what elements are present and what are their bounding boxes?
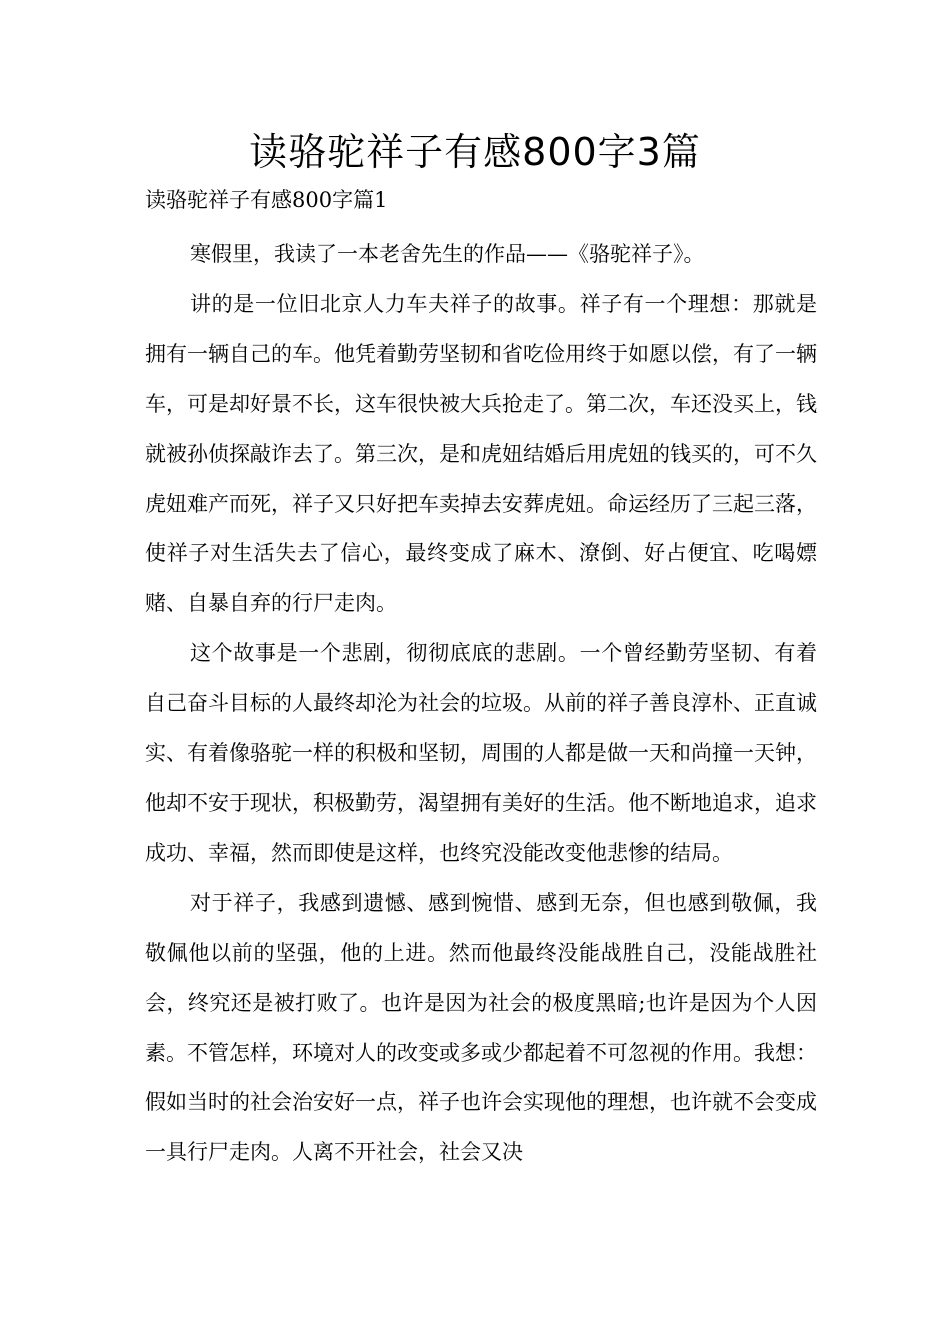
document-title: 读骆驼祥子有感800字3篇 — [249, 130, 701, 174]
paragraph-3: 这个故事是一个悲剧，彻彻底底的悲剧。一个曾经勤劳坚韧、有着自己奋斗目标的人最终却沦为社会的垃圾。从前的祥子善良淳朴、正直诚实、有着像骆驼一样的积极和坚韧，周围的人都是做一天和尚撞一天钟，他却不安于现状，积极勤劳，渴望拥有美好的生活。他不断地追求，追求成功、幸福，然而即使是这样，也终究没能改变他悲惨的结局。 — [145, 641, 817, 865]
paragraph-4: 对于祥子，我感到遗憾、感到惋惜、感到无奈，但也感到敬佩，我敬佩他以前的坚强，他的上进。然而他最终没能战胜自己，没能战胜社会，终究还是被打败了。也许是因为社会的极度黑暗;也许是因为个人因素。不管怎样，环境对人的改变或多或少都起着不可忽视的作用。我想：假如当时的社会治安好一点，祥子也许会实现他的理想，也许就不会变成一具行尸走肉。人离不开社会，社会又决 — [145, 890, 817, 1165]
paragraph-1: 寒假里，我读了一本老舍先生的作品——《骆驼祥子》。 — [190, 242, 705, 266]
paragraph-2: 讲的是一位旧北京人力车夫祥子的故事。祥子有一个理想：那就是拥有一辆自己的车。他凭着勤劳坚韧和省吃俭用终于如愿以偿，有了一辆车，可是却好景不长，这车很快被大兵抢走了。第二次，车还没买上，钱就被孙侦探敲诈去了。第三次，是和虎妞结婚后用虎妞的钱买的，可不久虎妞难产而死，祥子又只好把车卖掉去安葬虎妞。命运经历了三起三落，使祥子对生活失去了信心，最终变成了麻木、潦倒、好占便宜、吃喝嫖赌、自暴自弃的行尸走肉。 — [145, 291, 817, 616]
section-heading: 读骆驼祥子有感800字篇1 — [145, 188, 388, 212]
document-body — [145, 230, 817, 1178]
